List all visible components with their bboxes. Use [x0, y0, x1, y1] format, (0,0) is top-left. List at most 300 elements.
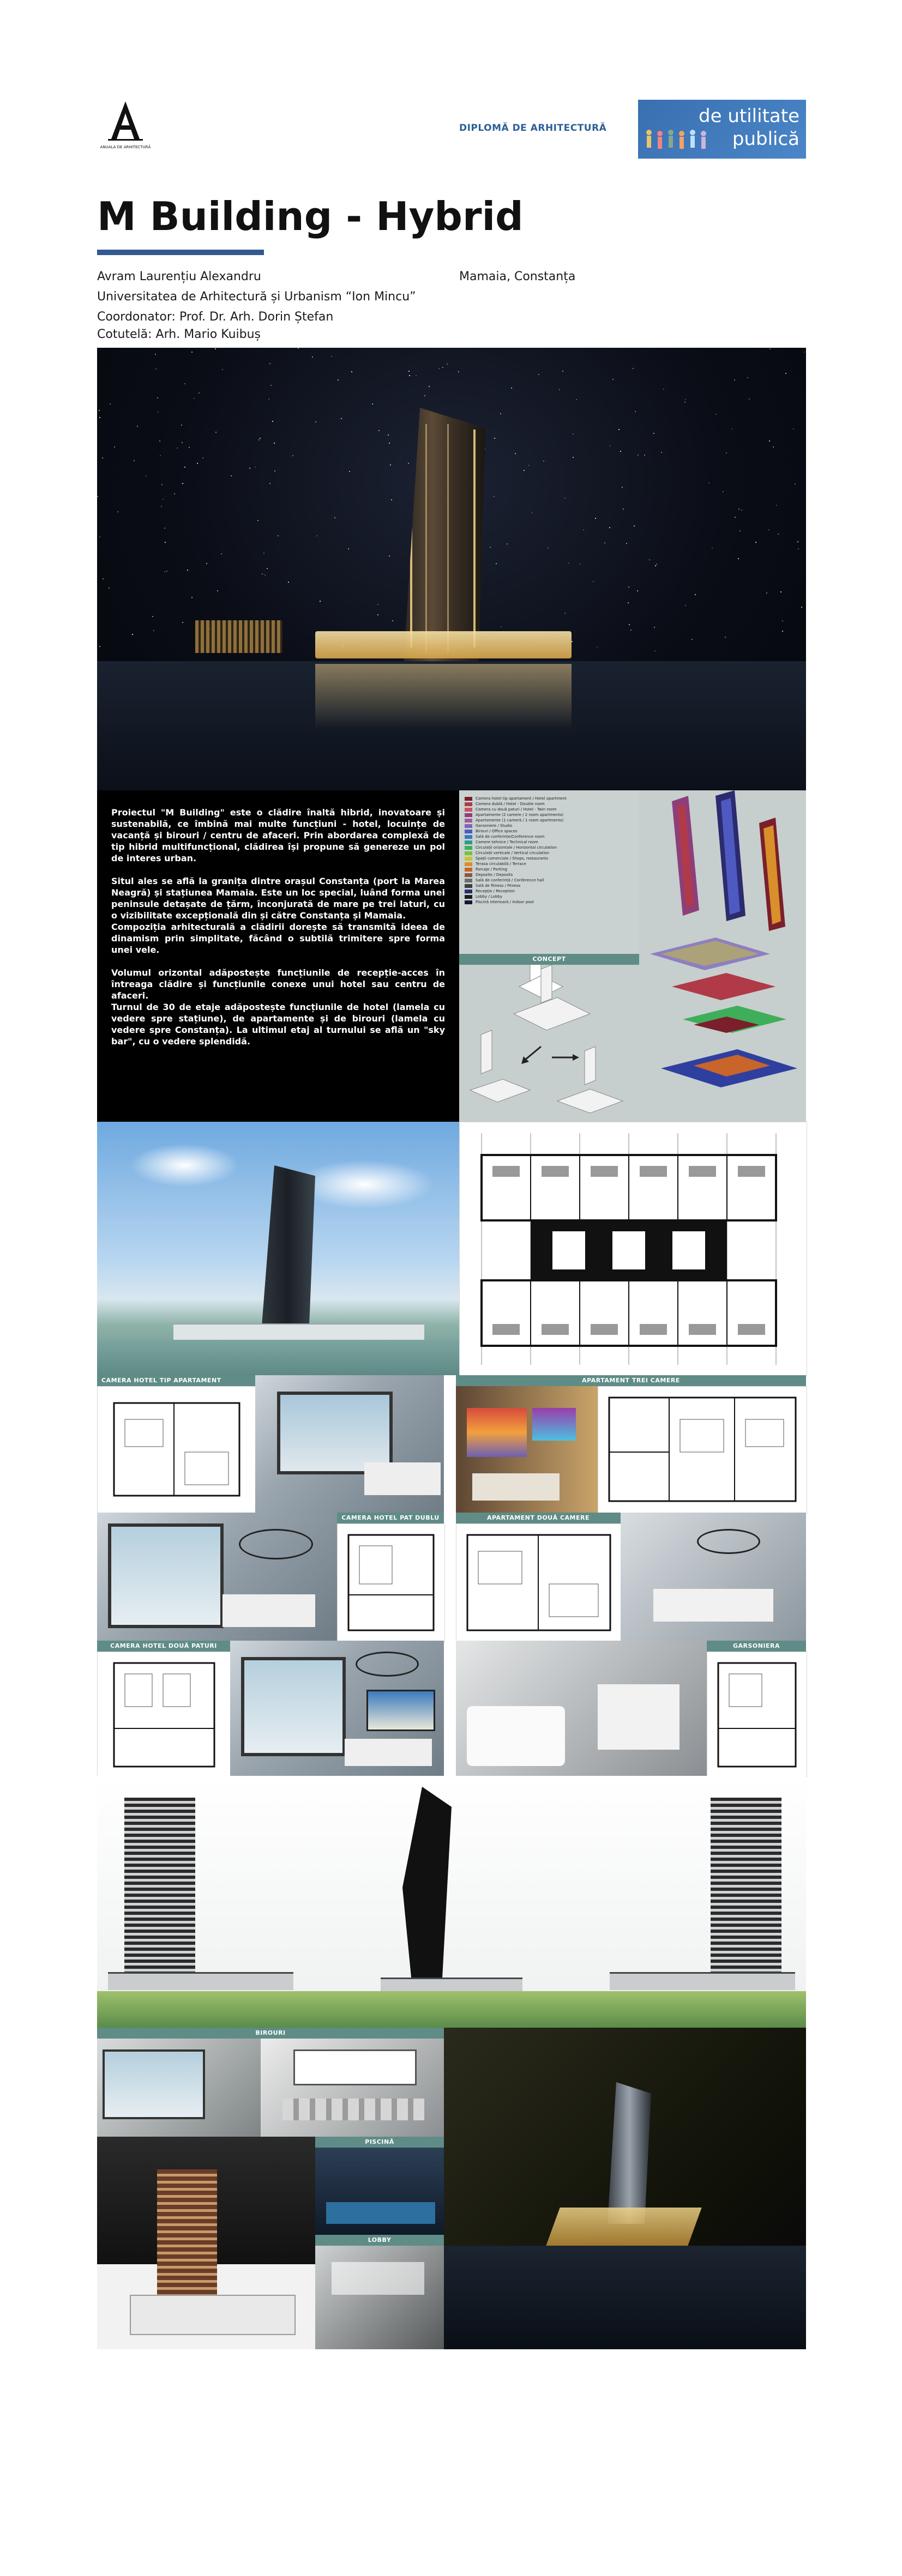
star	[408, 463, 409, 464]
star	[160, 455, 161, 456]
star	[389, 443, 390, 444]
star	[199, 392, 200, 394]
star	[349, 471, 350, 472]
star	[257, 520, 258, 521]
star	[723, 491, 724, 492]
star	[391, 499, 392, 500]
star	[654, 627, 655, 628]
star	[559, 389, 560, 390]
star	[511, 388, 512, 389]
podium-render	[315, 631, 572, 658]
elevation-west	[124, 1798, 195, 1978]
star	[622, 487, 623, 488]
render-lobby	[315, 2246, 444, 2349]
logo-icon	[97, 98, 163, 158]
star	[804, 352, 805, 353]
star	[99, 536, 100, 537]
star	[769, 348, 771, 349]
star	[153, 630, 154, 631]
star	[708, 482, 709, 483]
star	[653, 433, 654, 434]
star	[649, 559, 650, 560]
legend-swatch	[465, 884, 472, 888]
star	[103, 578, 104, 579]
star	[166, 571, 167, 572]
star	[782, 631, 783, 632]
badge-line-1: de utilitate	[699, 105, 799, 127]
star	[341, 418, 342, 419]
legend-label: Terasa circulabilă / Terrace	[476, 862, 526, 866]
star	[515, 453, 516, 454]
landscape-ground	[97, 1991, 806, 2028]
star	[117, 511, 118, 512]
star	[298, 348, 299, 349]
star	[538, 374, 539, 375]
page-title: M Building - Hybrid	[97, 193, 524, 239]
star	[528, 465, 530, 466]
concept-diagram-svg	[459, 965, 639, 1122]
star	[164, 528, 165, 529]
axonometric-svg	[639, 790, 806, 1122]
star	[189, 447, 190, 448]
star	[798, 548, 799, 549]
star	[158, 412, 159, 413]
typical-floor-plan	[459, 1122, 807, 1376]
exploded-axonometric	[639, 790, 806, 1122]
star	[738, 509, 739, 510]
star	[269, 363, 270, 364]
legend-item	[465, 872, 567, 878]
legend-swatch	[465, 900, 472, 904]
star	[372, 403, 373, 404]
star	[165, 542, 166, 543]
legend-label: Camera cu două paturi / Hotel - Twin room	[476, 807, 557, 812]
star	[99, 646, 100, 647]
star	[618, 429, 620, 430]
legend-item	[465, 834, 567, 839]
star	[524, 470, 525, 471]
star	[726, 452, 727, 453]
star	[738, 558, 739, 559]
star	[494, 438, 495, 439]
city-lights	[195, 620, 282, 653]
star	[620, 451, 621, 452]
legend-swatch	[465, 857, 472, 861]
star	[496, 563, 497, 564]
star	[152, 616, 153, 617]
star	[637, 590, 638, 591]
legend-label: Birouri / Office spaces	[476, 829, 518, 833]
aerial-sea	[444, 2246, 806, 2349]
plan-apartament-trei	[598, 1386, 807, 1514]
star	[191, 597, 193, 598]
star	[97, 496, 98, 497]
legend-item	[465, 812, 567, 818]
star	[408, 371, 410, 372]
legend-item	[465, 823, 567, 829]
star	[429, 386, 430, 387]
legend-swatch	[465, 819, 472, 823]
legend-item	[465, 818, 567, 823]
diploma-label: DIPLOMĂ DE ARHITECTURĂ	[459, 123, 607, 134]
star	[269, 483, 270, 484]
concept-diagram	[459, 965, 639, 1122]
star	[155, 354, 156, 355]
star	[215, 432, 217, 433]
tower-slice-1	[672, 796, 699, 916]
star	[734, 379, 735, 380]
aerial-podium	[546, 2208, 701, 2246]
star	[749, 398, 750, 400]
caption-piscina: PISCINĂ	[315, 2137, 444, 2148]
caption-apartament-trei: APARTAMENT TREI CAMERE	[456, 1375, 806, 1386]
render-camera-pat-dublu	[97, 1513, 337, 1641]
legend-label: Depozite / Deposits	[476, 873, 513, 877]
star	[221, 553, 222, 554]
legend-label: Sală de conferință / Conference hall	[476, 878, 544, 882]
star	[390, 464, 391, 465]
render-birouri-1	[97, 2039, 261, 2137]
legend-label: Spații comerciale / Shops, restaurants	[476, 856, 549, 861]
star	[635, 411, 636, 412]
star	[278, 535, 279, 536]
legend-swatch	[465, 830, 472, 833]
star	[568, 563, 569, 564]
star	[572, 641, 573, 642]
star	[262, 573, 263, 575]
legend-item	[465, 850, 567, 856]
caption-garsoniera: GARSONIERA	[707, 1641, 806, 1652]
star	[312, 356, 313, 358]
star	[389, 555, 390, 557]
star	[184, 383, 185, 384]
star	[685, 399, 686, 400]
star	[661, 452, 662, 453]
legend-item	[465, 856, 567, 861]
section-tower	[402, 1787, 452, 1988]
star	[562, 371, 563, 372]
legend-item	[465, 861, 567, 867]
star	[194, 398, 195, 399]
star	[272, 421, 273, 422]
elevations-panel	[97, 1776, 806, 2028]
caption-camera-doua-paturi: CAMERA HOTEL DOUĂ PATURI	[97, 1641, 230, 1652]
star	[424, 395, 425, 396]
star	[634, 525, 635, 527]
legend-item	[465, 899, 567, 905]
star	[573, 457, 574, 458]
star	[161, 506, 162, 507]
title-underline	[97, 250, 264, 255]
star	[177, 448, 178, 449]
star	[579, 564, 580, 565]
star	[739, 530, 741, 531]
legend-label: Sală de conferințe/Conference room	[476, 835, 545, 839]
legend-item	[465, 888, 567, 894]
caption-camera-pat-dublu: CAMERA HOTEL PAT DUBLU	[337, 1513, 444, 1523]
star	[576, 399, 577, 400]
description-panel	[97, 790, 459, 1122]
star	[507, 543, 508, 545]
star	[655, 565, 656, 566]
legend-label: Parcaje / Parking	[476, 867, 508, 872]
star	[795, 483, 796, 485]
star	[348, 548, 349, 549]
star	[610, 445, 611, 446]
legend-swatch	[465, 813, 472, 817]
star	[776, 505, 777, 506]
legend-item	[465, 796, 567, 801]
legend-item	[465, 867, 567, 872]
legend-swatch	[465, 873, 472, 877]
legend-swatch	[465, 851, 472, 855]
description-p3: Compoziția arhitecturală a clădirii dorește să transmită ideea de dinamism prin simplitate, făcând o subtilă trimitere spre forma unei vele.	[111, 922, 445, 955]
star	[633, 368, 634, 369]
star	[338, 379, 339, 380]
star	[222, 369, 223, 370]
aerial-night-render	[444, 2028, 806, 2349]
star	[416, 375, 417, 376]
description-p5: Turnul de 30 de etaje adăpostește funcțiunile de hotel (lamela cu vedere spre stațiune), de apartamente și de birouri (lamela cu vedere spre Constanța). La ultimul etaj al turnului se află un "sky bar", cu o vedere splendidă.	[111, 1002, 445, 1047]
star	[206, 563, 207, 564]
star	[769, 440, 770, 442]
concept-caption: CONCEPT	[459, 954, 639, 965]
star	[274, 443, 275, 444]
star	[102, 457, 103, 458]
description-p1: Proiectul "M Building" este o clădire înaltă hibrid, inovatoare și sustenabilă, ce îmbină mai multe funcțiuni - hotel, locuințe de vacanță și birouri / centru de afaceri. Prin abordarea complexă de tip hibrid multifuncțional, clădirea își propune să genereze un pol de interes urban.	[111, 807, 445, 863]
star	[163, 499, 164, 500]
star	[501, 626, 502, 627]
star	[597, 646, 598, 648]
star	[663, 389, 664, 390]
star	[109, 588, 110, 589]
cotutor: Cotutelă: Arh. Mario Kuibuș	[97, 328, 261, 341]
star	[543, 461, 544, 462]
star	[695, 594, 696, 595]
star	[292, 455, 293, 456]
star	[715, 414, 717, 415]
star	[793, 428, 794, 430]
star	[187, 570, 188, 571]
star	[644, 455, 645, 456]
star	[267, 568, 268, 569]
render-camera-apartament	[255, 1375, 444, 1513]
legend-swatch	[465, 879, 472, 882]
star	[182, 622, 183, 623]
legend-item	[465, 839, 567, 845]
description-p2: Situl ales se află la granița dintre orașul Constanța (port la Marea Neagră) și stațiunea Mamaia. Este un loc special, luând forma unei peninsule detașate de țărm, înconjurată de mare pe trei laturi, cu o vizibilitate excepțională din și către Constanța și Mamaia.	[111, 876, 445, 921]
legend-item	[465, 894, 567, 899]
star	[260, 438, 261, 439]
star	[184, 467, 185, 468]
legend-label: Apartamente (2 camere / 2 room apartments)	[476, 813, 564, 817]
legend-swatch	[465, 868, 472, 872]
plan-camera-apartament	[97, 1386, 256, 1514]
star	[316, 535, 317, 536]
star	[685, 605, 686, 606]
star	[197, 463, 198, 464]
utility-badge	[638, 100, 806, 159]
star	[146, 475, 147, 476]
star	[490, 547, 491, 548]
star	[458, 371, 459, 372]
badge-people-icon	[644, 127, 709, 152]
water-reflection	[315, 664, 572, 729]
plan-garsoniera	[707, 1652, 807, 1777]
star	[320, 601, 321, 602]
star	[331, 356, 332, 357]
star	[500, 413, 501, 414]
star	[137, 426, 138, 427]
description-p4: Volumul orizontal adăpostește funcțiunile de recepție-acces în întreaga clădire și funcțiunile conexe unui hotel sau centru de afaceri.	[111, 967, 445, 1001]
star	[612, 379, 614, 380]
star	[274, 470, 275, 471]
render-camera-doua-paturi	[230, 1641, 444, 1776]
star	[731, 428, 732, 430]
star	[442, 367, 443, 368]
legend-item	[465, 878, 567, 883]
star	[181, 425, 182, 426]
star	[595, 518, 596, 519]
legend-label: Lobby / Lobby	[476, 894, 502, 899]
star	[315, 421, 316, 422]
legend-swatch	[465, 862, 472, 866]
legend-swatch	[465, 797, 472, 801]
star	[785, 373, 786, 374]
star	[623, 509, 624, 510]
star	[264, 575, 266, 576]
floor-plan-svg	[460, 1122, 807, 1376]
badge-line-2: publică	[732, 128, 799, 150]
star	[626, 543, 627, 544]
caption-birouri: BIROURI	[97, 2028, 444, 2039]
star	[780, 591, 781, 592]
star	[564, 613, 566, 614]
star	[629, 624, 630, 625]
legend-label: Circulații orizontale / Horizontal circulation	[476, 845, 557, 850]
star	[532, 512, 533, 513]
tower-day-render	[261, 1165, 315, 1340]
star	[182, 483, 183, 484]
star	[766, 592, 767, 594]
legend-swatch	[465, 824, 472, 828]
star	[134, 460, 135, 461]
legend-label: Camera dublă / Hotel - Double room	[476, 802, 545, 806]
star	[548, 547, 549, 548]
legend-item	[465, 829, 567, 834]
star	[755, 542, 756, 543]
logo	[97, 98, 163, 158]
star	[288, 582, 289, 583]
logo-text: ANUALA DE ARHITECTURĂ	[100, 145, 151, 149]
star	[174, 493, 175, 494]
legend-swatch	[465, 802, 472, 806]
plan-camera-pat-dublu	[337, 1523, 445, 1642]
star	[768, 529, 769, 530]
star	[351, 371, 352, 372]
star	[447, 364, 448, 365]
legend-label: Garsoniere / Studio	[476, 824, 513, 828]
university: Universitatea de Arhitectură și Urbanism “Ion Mincu”	[97, 290, 416, 304]
star	[725, 637, 726, 638]
star	[231, 475, 232, 476]
legend-label: Piscină interioară / Indoor pool	[476, 900, 534, 904]
star	[409, 375, 410, 376]
star	[778, 534, 779, 535]
star	[182, 442, 183, 443]
legend-item	[465, 883, 567, 888]
star	[99, 417, 100, 418]
render-garsoniera	[456, 1641, 707, 1776]
star	[270, 385, 272, 386]
star	[155, 368, 157, 370]
star	[573, 433, 574, 434]
render-apartament-trei	[456, 1386, 598, 1513]
star	[604, 542, 605, 543]
render-apartament-doua	[621, 1513, 806, 1641]
star	[773, 446, 774, 448]
star	[638, 455, 639, 456]
aerial-tower	[608, 2082, 651, 2224]
star	[258, 439, 260, 440]
star	[249, 468, 250, 469]
project-location: Mamaia, Constanța	[459, 270, 576, 283]
plan-camera-doua-paturi	[97, 1652, 231, 1777]
legend-swatch	[465, 835, 472, 839]
star	[132, 634, 133, 635]
star	[110, 403, 111, 404]
star	[747, 377, 748, 378]
star	[161, 484, 163, 485]
star	[735, 517, 736, 518]
star	[628, 602, 629, 603]
legend-swatch	[465, 895, 472, 899]
author-name: Avram Laurențiu Alexandru	[97, 270, 261, 283]
star	[628, 586, 629, 588]
render-piscina	[315, 2148, 444, 2235]
tower-slice-2	[715, 790, 745, 921]
star	[630, 630, 632, 631]
render-birouri-2	[261, 2039, 444, 2137]
star	[691, 639, 693, 640]
podium-day-render	[173, 1323, 424, 1341]
clouds	[130, 1144, 239, 1187]
star	[438, 368, 440, 369]
star	[334, 517, 335, 518]
hero-night-render	[97, 348, 806, 790]
legend-swatch	[465, 840, 472, 844]
star	[268, 398, 269, 400]
star	[217, 590, 218, 591]
star	[712, 547, 713, 548]
star	[801, 607, 802, 608]
legend-label: Camera hotel tip apartament / Hotel apartment	[476, 796, 567, 801]
legend-label: Recepție / Reception	[476, 889, 515, 893]
sea-day	[97, 1340, 459, 1375]
star	[159, 440, 160, 442]
star	[378, 430, 380, 431]
legend-swatch	[465, 890, 472, 893]
star	[797, 541, 798, 542]
caption-lobby: LOBBY	[315, 2235, 444, 2246]
caption-camera-apartament: CAMERA HOTEL TIP APARTAMENT	[97, 1375, 255, 1386]
star	[202, 457, 203, 458]
star	[255, 467, 256, 468]
star	[164, 571, 165, 572]
legend-label: Camere tehnice / Technical room	[476, 840, 538, 844]
legend-label: Sală de fitness / Fitness	[476, 884, 521, 888]
star	[114, 446, 115, 448]
